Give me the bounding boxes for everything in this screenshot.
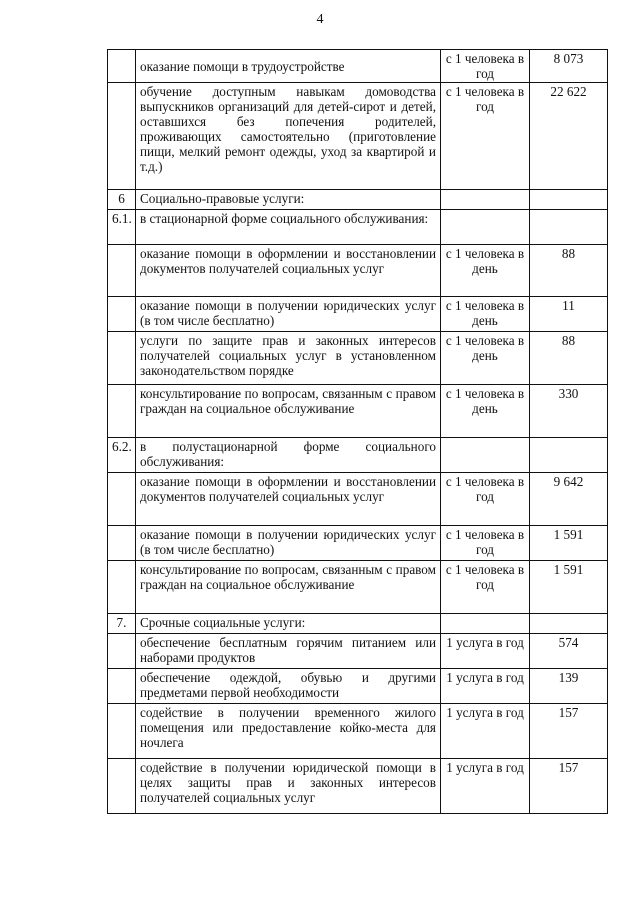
service-description: оказание помощи в оформлении и восстановлении документов получателей социальных услуг	[136, 473, 441, 526]
row-number	[108, 245, 136, 297]
service-description: обучение доступным навыкам домоводства выпускников организаций для детей-сирот и детей, оставшихся без попечения родителей, проживающих самостоятельно (приготовление пищи, мелкий ремонт одежды, уход за квартирой и т.д.)	[136, 83, 441, 190]
table-row	[108, 473, 608, 526]
service-unit	[441, 190, 530, 210]
table-row	[108, 210, 608, 245]
service-unit: с 1 человека в день	[441, 385, 530, 438]
service-unit: с 1 человека в день	[441, 332, 530, 385]
service-value	[530, 438, 608, 473]
service-description: оказание помощи в оформлении и восстановлении документов получателей социальных услуг	[136, 245, 441, 297]
table-row	[108, 190, 608, 210]
service-unit	[441, 210, 530, 245]
table-row	[108, 297, 608, 332]
section-number: 7.	[108, 614, 136, 634]
row-number	[108, 297, 136, 332]
row-number	[108, 83, 136, 190]
service-unit: с 1 человека в год	[441, 561, 530, 614]
service-unit: с 1 человека в год	[441, 473, 530, 526]
table-row	[108, 438, 608, 473]
table-row	[108, 759, 608, 814]
section-title: Социально-правовые услуги:	[136, 190, 441, 210]
service-unit: с 1 человека в день	[441, 245, 530, 297]
service-unit: с 1 человека в год	[441, 83, 530, 190]
table-row	[108, 704, 608, 759]
service-description: обеспечение одеждой, обувью и другими предметами первой необходимости	[136, 669, 441, 704]
service-unit	[441, 614, 530, 634]
row-number	[108, 50, 136, 83]
service-description: оказание помощи в получении юридических услуг (в том числе бесплатно)	[136, 297, 441, 332]
service-value: 9 642	[530, 473, 608, 526]
service-value: 88	[530, 245, 608, 297]
service-description: оказание помощи в трудоустройстве	[136, 50, 441, 83]
table-row	[108, 669, 608, 704]
row-number	[108, 634, 136, 669]
service-value: 11	[530, 297, 608, 332]
row-number	[108, 704, 136, 759]
row-number	[108, 385, 136, 438]
service-description: обеспечение бесплатным горячим питанием или наборами продуктов	[136, 634, 441, 669]
service-description: услуги по защите прав и законных интересов получателей социальных услуг в установленном законодательством порядке	[136, 332, 441, 385]
section-number: 6.1.	[108, 210, 136, 245]
service-unit	[441, 438, 530, 473]
service-value	[530, 210, 608, 245]
service-description: консультирование по вопросам, связанным с правом граждан на социальное обслуживание	[136, 385, 441, 438]
service-value: 88	[530, 332, 608, 385]
table-row	[108, 50, 608, 83]
service-value: 8 073	[530, 50, 608, 83]
page-number: 4	[316, 12, 324, 27]
service-value	[530, 614, 608, 634]
row-number	[108, 561, 136, 614]
service-description: оказание помощи в получении юридических услуг (в том числе бесплатно)	[136, 526, 441, 561]
service-unit: с 1 человека в год	[441, 50, 530, 83]
table-row	[108, 332, 608, 385]
service-unit: с 1 человека в год	[441, 526, 530, 561]
service-value: 330	[530, 385, 608, 438]
service-value: 22 622	[530, 83, 608, 190]
section-number: 6.2.	[108, 438, 136, 473]
table-row	[108, 634, 608, 669]
service-unit: 1 услуга в год	[441, 669, 530, 704]
service-description: консультирование по вопросам, связанным с правом граждан на социальное обслуживание	[136, 561, 441, 614]
service-unit: с 1 человека в день	[441, 297, 530, 332]
service-unit: 1 услуга в год	[441, 759, 530, 814]
services-table	[107, 49, 608, 814]
table-row	[108, 561, 608, 614]
service-value: 574	[530, 634, 608, 669]
service-unit: 1 услуга в год	[441, 634, 530, 669]
table-row	[108, 83, 608, 190]
table-row	[108, 614, 608, 634]
service-unit: 1 услуга в год	[441, 704, 530, 759]
subsection-title: в полустационарной форме социального обслуживания:	[136, 438, 441, 473]
service-description: содействие в получении временного жилого помещения или предоставление койко-места для ночлега	[136, 704, 441, 759]
service-value: 157	[530, 704, 608, 759]
table-row	[108, 385, 608, 438]
row-number	[108, 759, 136, 814]
service-value	[530, 190, 608, 210]
table-row	[108, 245, 608, 297]
row-number	[108, 473, 136, 526]
table-row	[108, 526, 608, 561]
service-description: содействие в получении юридической помощи в целях защиты прав и законных интересов получателей социальных услуг	[136, 759, 441, 814]
service-value: 139	[530, 669, 608, 704]
section-number: 6	[108, 190, 136, 210]
service-value: 1 591	[530, 526, 608, 561]
row-number	[108, 526, 136, 561]
service-value: 1 591	[530, 561, 608, 614]
section-title: Срочные социальные услуги:	[136, 614, 441, 634]
subsection-title: в стационарной форме социального обслуживания:	[136, 210, 441, 245]
row-number	[108, 332, 136, 385]
row-number	[108, 669, 136, 704]
service-value: 157	[530, 759, 608, 814]
